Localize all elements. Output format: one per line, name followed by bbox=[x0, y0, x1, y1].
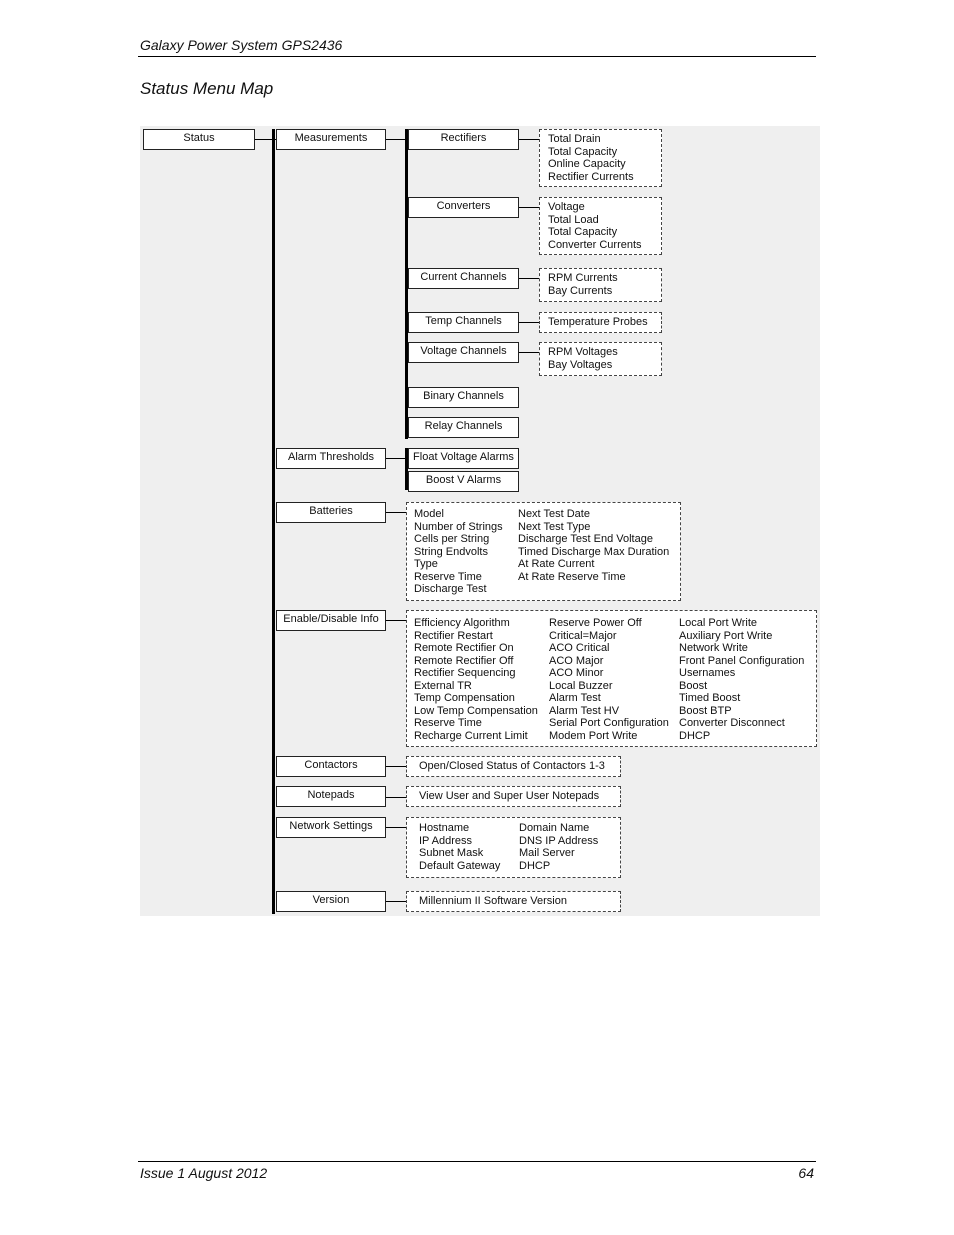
detail-item: DHCP bbox=[519, 859, 551, 872]
detail-item: Total Load bbox=[548, 213, 599, 226]
detail-item: Modem Port Write bbox=[549, 729, 638, 742]
level1-connector-bar bbox=[272, 129, 275, 914]
detail-item: Alarm Test bbox=[549, 692, 601, 704]
float-voltage-alarms-box[interactable]: Float Voltage Alarms bbox=[408, 448, 519, 469]
detail-item: Auxiliary Port Write bbox=[679, 629, 773, 642]
notepads-box[interactable]: Notepads bbox=[276, 786, 386, 807]
network-column-2 bbox=[519, 822, 598, 872]
version-box[interactable]: Version bbox=[276, 891, 386, 912]
detail-item: Total Capacity bbox=[548, 226, 618, 238]
relay-channels-box[interactable]: Relay Channels bbox=[408, 417, 519, 438]
detail-item: Timed Boost bbox=[679, 692, 741, 704]
detail-item: Next Test Type bbox=[518, 520, 591, 533]
connector bbox=[255, 139, 273, 140]
boost-v-alarms-box[interactable]: Boost V Alarms bbox=[408, 471, 519, 492]
detail-item: Remote Rectifier On bbox=[414, 642, 514, 654]
connector bbox=[519, 139, 539, 140]
footer-rule bbox=[138, 1161, 816, 1162]
detail-item: Network Write bbox=[679, 642, 748, 654]
detail-item: Local Port Write bbox=[679, 617, 758, 629]
network-settings-box[interactable]: Network Settings bbox=[276, 817, 386, 838]
temp-channels-details bbox=[539, 312, 662, 333]
detail-item: RPM Currents bbox=[548, 272, 618, 284]
document-header-title: Galaxy Power System GPS2436 bbox=[140, 37, 343, 53]
connector bbox=[519, 207, 539, 208]
detail-item: Total Capacity bbox=[548, 145, 618, 158]
detail-item: Bay Currents bbox=[548, 284, 613, 297]
connector bbox=[386, 458, 406, 459]
detail-item: Alarm Test HV bbox=[549, 704, 620, 717]
connector bbox=[386, 139, 406, 140]
detail-item: View User and Super User Notepads bbox=[419, 790, 600, 802]
detail-item: Bay Voltages bbox=[548, 358, 613, 371]
detail-item: Rectifier Restart bbox=[414, 629, 493, 642]
detail-item: IP Address bbox=[419, 834, 472, 847]
version-details bbox=[406, 891, 621, 912]
detail-item: External TR bbox=[414, 679, 472, 692]
detail-item: Open/Closed Status of Contactors 1-3 bbox=[419, 760, 605, 772]
detail-item: Reserve Time bbox=[414, 570, 482, 583]
enable-disable-info-box[interactable]: Enable/Disable Info bbox=[276, 610, 386, 631]
connector bbox=[386, 901, 406, 902]
detail-item: Converter Disconnect bbox=[679, 717, 785, 729]
detail-item: ACO Critical bbox=[549, 642, 610, 654]
enable-column-2 bbox=[549, 617, 669, 742]
detail-item: Default Gateway bbox=[419, 859, 501, 872]
connector bbox=[386, 797, 406, 798]
connector bbox=[386, 766, 406, 767]
detail-item: Reserve Power Off bbox=[549, 617, 642, 629]
detail-item: RPM Voltages bbox=[548, 346, 618, 358]
detail-item: Recharge Current Limit bbox=[414, 729, 528, 742]
voltage-channels-box[interactable]: Voltage Channels bbox=[408, 342, 519, 363]
detail-item: Voltage bbox=[548, 201, 585, 213]
detail-item: Temp Compensation bbox=[414, 692, 515, 704]
notepads-details bbox=[406, 786, 621, 807]
batteries-details bbox=[406, 502, 681, 601]
status-menu-map-diagram bbox=[140, 126, 820, 916]
detail-item: Hostname bbox=[419, 822, 470, 834]
batteries-box[interactable]: Batteries bbox=[276, 502, 386, 523]
batteries-column-1 bbox=[414, 508, 503, 596]
detail-item: Serial Port Configuration bbox=[549, 717, 669, 729]
converters-box[interactable]: Converters bbox=[408, 197, 519, 218]
detail-item: Usernames bbox=[679, 667, 736, 679]
enable-disable-details bbox=[406, 610, 817, 747]
detail-item: Discharge Test End Voltage bbox=[518, 533, 653, 545]
footer-issue: Issue 1 August 2012 bbox=[140, 1165, 268, 1181]
connector bbox=[519, 352, 539, 353]
connector bbox=[519, 322, 539, 323]
footer-page-number: 64 bbox=[798, 1165, 814, 1181]
enable-column-1 bbox=[414, 617, 538, 742]
detail-item: Converter Currents bbox=[548, 238, 642, 251]
detail-item: Efficiency Algorithm bbox=[414, 617, 510, 629]
header-rule bbox=[138, 56, 816, 57]
detail-item: ACO Major bbox=[549, 654, 604, 667]
measurements-box[interactable]: Measurements bbox=[276, 129, 386, 150]
detail-item: Temperature Probes bbox=[548, 316, 648, 328]
detail-item: Reserve Time bbox=[414, 717, 482, 729]
connector bbox=[386, 620, 406, 621]
detail-item: ACO Minor bbox=[549, 667, 604, 679]
detail-item: Low Temp Compensation bbox=[414, 704, 538, 717]
network-column-1 bbox=[419, 822, 500, 872]
contactors-box[interactable]: Contactors bbox=[276, 756, 386, 777]
current-channels-details bbox=[539, 268, 662, 302]
temp-channels-box[interactable]: Temp Channels bbox=[408, 312, 519, 333]
current-channels-box[interactable]: Current Channels bbox=[408, 268, 519, 289]
detail-item: Discharge Test bbox=[414, 583, 487, 595]
connector bbox=[519, 278, 539, 279]
binary-channels-box[interactable]: Binary Channels bbox=[408, 387, 519, 408]
detail-item: Type bbox=[414, 558, 438, 570]
detail-item: Boost BTP bbox=[679, 704, 732, 717]
detail-item: Total Drain bbox=[548, 133, 601, 145]
detail-item: Boost bbox=[679, 679, 708, 692]
connector bbox=[386, 827, 406, 828]
enable-column-3 bbox=[679, 617, 804, 742]
detail-item: Critical=Major bbox=[549, 629, 617, 642]
detail-item: Online Capacity bbox=[548, 158, 626, 170]
detail-item: Front Panel Configuration bbox=[679, 654, 805, 667]
section-title: Status Menu Map bbox=[140, 79, 274, 98]
detail-item: Millennium II Software Version bbox=[419, 895, 567, 907]
detail-item: Model bbox=[414, 508, 444, 520]
status-root-box[interactable]: Status bbox=[143, 129, 255, 150]
detail-item: Local Buzzer bbox=[549, 679, 613, 692]
rectifiers-details bbox=[539, 129, 662, 187]
alarm-thresholds-box[interactable]: Alarm Thresholds bbox=[276, 448, 386, 469]
detail-item: Domain Name bbox=[519, 822, 590, 834]
voltage-channels-details bbox=[539, 342, 662, 376]
detail-item: DNS IP Address bbox=[519, 834, 599, 847]
detail-item: DHCP bbox=[679, 729, 711, 742]
detail-item: Number of Strings bbox=[414, 520, 503, 533]
detail-item: At Rate Current bbox=[518, 558, 595, 570]
detail-item: Timed Discharge Max Duration bbox=[518, 545, 670, 558]
detail-item: Next Test Date bbox=[518, 508, 590, 520]
contactors-details bbox=[406, 756, 621, 777]
detail-item: Mail Server bbox=[519, 847, 575, 859]
detail-item: String Endvolts bbox=[414, 545, 488, 558]
batteries-column-2 bbox=[518, 508, 669, 583]
detail-item: Rectifier Sequencing bbox=[414, 667, 516, 679]
detail-item: Cells per String bbox=[414, 533, 490, 545]
detail-item: Rectifier Currents bbox=[548, 170, 634, 183]
detail-item: At Rate Reserve Time bbox=[518, 570, 626, 583]
rectifiers-box[interactable]: Rectifiers bbox=[408, 129, 519, 150]
detail-item: Remote Rectifier Off bbox=[414, 654, 514, 667]
detail-item: Subnet Mask bbox=[419, 847, 484, 859]
network-settings-details bbox=[406, 817, 621, 878]
connector bbox=[386, 512, 406, 513]
converters-details bbox=[539, 197, 662, 255]
